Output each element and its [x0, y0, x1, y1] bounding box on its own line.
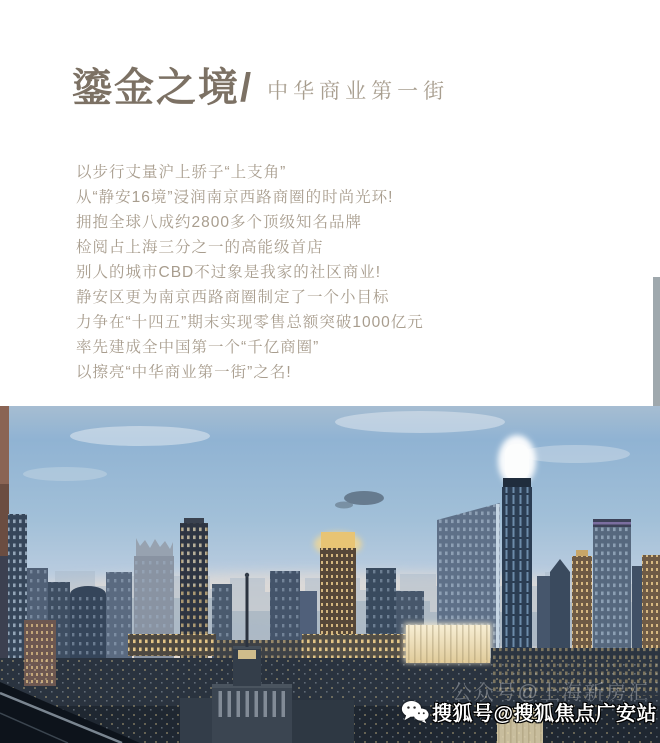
- copy-line: 以擦亮“中华商业第一街”之名!: [76, 364, 292, 381]
- page-title: 鎏金之境/: [72, 66, 254, 110]
- copy-line: 检阅占上海三分之一的高能级首店: [76, 239, 324, 256]
- copy-line: 从“静安16境”浸润南京西路商圈的时尚光环!: [76, 189, 394, 206]
- copy-line: 率先建成全中国第一个“千亿商圈”: [76, 339, 320, 356]
- copy-line: 力争在“十四五”期末实现零售总额突破1000亿元: [76, 314, 424, 331]
- body-copy: [76, 160, 424, 385]
- skyline-photo: [0, 406, 660, 743]
- copy-line: 以步行丈量沪上骄子“上支角”: [76, 164, 287, 181]
- right-edge-gray-bar: [653, 277, 660, 406]
- watermark-text: 搜狐号@搜狐焦点广安站: [431, 703, 657, 725]
- copy-line: 静安区更为南京西路商圈制定了一个小目标: [76, 289, 390, 306]
- page-subtitle: 中华商业第一街: [267, 80, 450, 103]
- glowing-crown-supertall: [505, 444, 529, 480]
- wechat-icon: [401, 699, 429, 724]
- gold-crown-tower: [321, 532, 355, 548]
- header: [72, 64, 449, 112]
- watermark: [401, 697, 657, 726]
- left-edge-building: [0, 406, 9, 484]
- faint-watermark: 公众号@上海新房汇: [451, 682, 650, 704]
- copy-line: 拥抱全球八成约2800多个顶级知名品牌: [76, 214, 362, 231]
- copy-line: 别人的城市CBD不过象是我家的社区商业!: [76, 264, 382, 281]
